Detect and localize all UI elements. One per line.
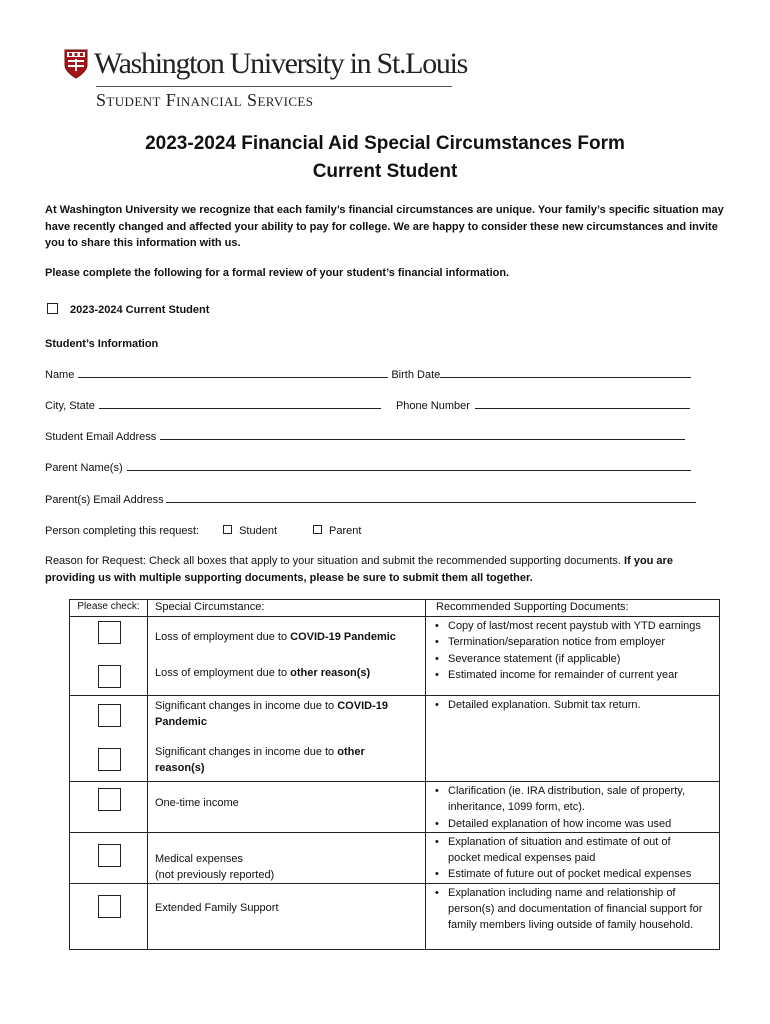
parent-names-row [45,460,691,474]
table-row [70,832,720,883]
table-row [70,782,720,833]
list-item: • Explanation including name and relationship of person(s) and documentation of financial support for family members living outside of family household. [426,885,708,934]
income-check-cell [70,696,148,782]
covid-loss-label: Loss of employment due to COVID-19 Pandemic [155,631,396,643]
parent-names-label: Parent Name(s) [45,462,123,474]
other-loss-label: Loss of employment due to other reason(s) [155,667,371,679]
logo-divider [96,86,452,87]
medical-check-cell [70,832,148,883]
employment-circumstance-cell [148,617,426,696]
medical-docs-list [426,834,701,883]
students-info-heading: Student’s Information [45,338,159,350]
circumstance-header: Special Circumstance: [148,600,426,617]
student-email-field[interactable] [160,429,685,440]
family-docs-cell [426,883,720,949]
circumstances-table [69,599,720,950]
list-item: • Clarification (ie. IRA distribution, sale of property, inheritance, 1099 form, etc). [426,783,696,816]
list-item: • Termination/separation notice from employer [426,634,719,650]
reason-text: Reason for Request: Check all boxes that apply to your situation and submit the recommended supporting documents. [45,555,625,567]
list-item: • Severance statement (if applicable) [426,651,719,667]
onetime-check-cell [70,782,148,833]
family-circumstance-cell [148,883,426,949]
income-docs-list [426,697,719,713]
parent-email-field[interactable] [166,492,696,503]
department-name: Student Financial Services [96,90,314,110]
parent-checkbox[interactable] [313,525,322,534]
parent-email-row [45,492,696,506]
person-completing-row [45,525,361,537]
medical-label-line2: (not previously reported) [155,868,275,881]
name-row [45,367,691,381]
medical-checkbox[interactable] [98,844,121,867]
employment-docs-cell [426,617,720,696]
student-option[interactable] [223,525,277,537]
onetime-label: One-time income [155,797,239,809]
onetime-docs-cell [426,782,720,833]
name-label: Name [45,369,75,381]
university-shield-icon [64,49,88,79]
income-docs-cell [426,696,720,782]
student-email-label: Student Email Address [45,431,157,443]
student-email-row [45,429,685,443]
list-item: • Estimate of future out of pocket medical expenses [426,866,701,882]
other-income-label: Significant changes in income due to other reason(s) [155,746,365,774]
income-circumstance-cell [148,696,426,782]
list-item: • Detailed explanation. Submit tax return. [426,697,719,713]
list-item: • Explanation of situation and estimate of out of pocket medical expenses paid [426,834,701,867]
city-state-field[interactable] [99,398,381,409]
employment-check-cell [70,617,148,696]
university-logo [64,44,467,84]
family-docs-list [426,885,708,934]
medical-label-line1: Medical expenses [155,852,244,865]
parent-option[interactable] [313,525,361,537]
parent-email-label: Parent(s) Email Address [45,494,164,506]
phone-label: Phone Number [395,400,470,412]
docs-header: Recommended Supporting Documents: [426,600,720,617]
birth-date-label: Birth Date [391,369,441,381]
instruction-paragraph: Please complete the following for a formal review of your student’s financial information. [45,267,510,279]
person-completing-label: Person completing this request: [45,525,200,537]
family-checkbox[interactable] [98,895,121,918]
family-label: Extended Family Support [155,901,279,914]
name-field[interactable] [78,367,388,378]
student-checkbox[interactable] [223,525,232,534]
onetime-circumstance-cell [148,782,426,833]
table-row [70,883,720,949]
list-item: • Estimated income for remainder of current year [426,667,719,683]
parent-option-label: Parent [329,525,362,537]
other-loss-checkbox[interactable] [98,665,121,688]
list-item: • Copy of last/most recent paystub with YTD earnings [426,618,719,634]
table-header-row [70,600,720,617]
onetime-checkbox[interactable] [98,788,121,811]
student-option-label: Student [239,525,278,537]
city-state-label: City, State [45,400,95,412]
covid-income-checkbox[interactable] [98,704,121,727]
table-row [70,696,720,782]
birth-date-field[interactable] [440,367,691,378]
family-check-cell [70,883,148,949]
reason-paragraph [45,553,725,586]
medical-docs-cell [426,832,720,883]
other-income-checkbox[interactable] [98,748,121,771]
parent-names-field[interactable] [127,460,691,471]
university-name: Washington University in St.Louis [94,47,468,80]
check-header: Please check: [70,600,148,617]
employment-docs-list [426,618,719,683]
current-student-checkbox[interactable] [47,303,58,314]
reason-bold-text: If you are providing us with multiple supporting documents, please be sure to submit them all together. [45,555,673,584]
onetime-docs-list [426,783,696,832]
medical-circumstance-cell [148,832,426,883]
city-row [45,398,690,412]
covid-income-label: Significant changes in income due to COVID-19 Pandemic [155,700,388,728]
list-item: • Detailed explanation of how income was used [426,816,696,832]
phone-field[interactable] [475,398,690,409]
form-subtitle: Current Student [312,161,458,182]
form-title: 2023-2024 Financial Aid Special Circumstances Form [145,133,625,154]
covid-loss-checkbox[interactable] [98,621,121,644]
medical-label [155,851,274,883]
current-student-label: 2023-2024 Current Student [70,304,210,316]
intro-paragraph: At Washington University we recognize that each family’s financial circumstances are unique. Your family’s specific situation may have recently changed and affected your ability to pay for college. We are happy to consider these new circumstances and invite you to share this information with us. [45,204,724,249]
current-student-option[interactable] [47,303,209,316]
table-row [70,617,720,696]
